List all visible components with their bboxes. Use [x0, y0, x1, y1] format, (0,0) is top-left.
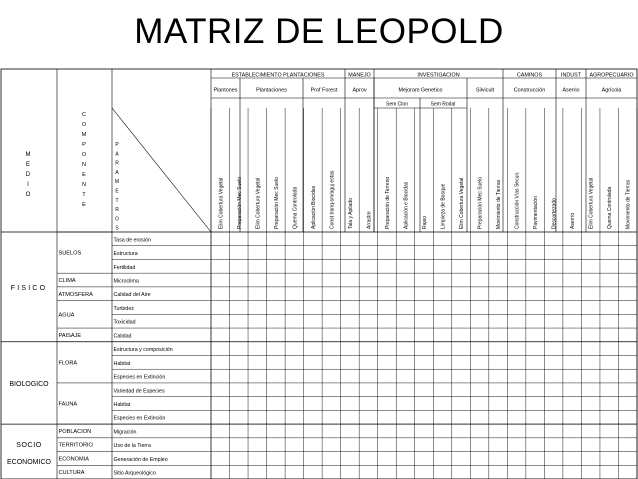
action-label: Movimiento de Tierras [625, 179, 632, 229]
parameter-label: Uso de la Tierra [113, 443, 151, 450]
componente-letter: M [81, 132, 87, 138]
parametros-letter: A [115, 169, 119, 176]
action-label: Quema Controlada [292, 186, 299, 229]
medio-label: ECONOMICO [7, 459, 51, 467]
header-group-label: INVESTIGACION [417, 72, 460, 79]
component-label: CLIMA [58, 278, 76, 285]
header-subgroup-label: Silvicult [475, 87, 495, 94]
medio-letter: M [25, 152, 31, 158]
componente-letter: O [81, 122, 87, 128]
component-label: SUELOS [58, 250, 82, 257]
action-label: Limpieza de Bosque [440, 183, 447, 229]
corner-diagonal [112, 108, 211, 232]
medio-letter: D [25, 172, 31, 178]
parametros-letter: T [115, 197, 119, 204]
medio-label: SOCIO [16, 442, 42, 450]
matrix-frame [1, 69, 637, 479]
action-label: Rajeo [422, 215, 428, 229]
action-label: Tala y Apilado [347, 198, 354, 229]
action-label: Preparación Mec Suelo [477, 177, 484, 229]
medio-letter: O [25, 192, 31, 198]
action-label: Aplicación Biocidas [310, 185, 317, 229]
header-group-label: INDUST [560, 72, 582, 79]
action-label: Preparación Mec Suelo [273, 177, 280, 229]
medio-letter: I [27, 182, 29, 188]
header-subgroup-label: Construcción [513, 87, 546, 94]
medio-label: BIOLOGICO [9, 380, 49, 388]
component-label: CULTURA [58, 470, 85, 477]
component-label: TERRITORIO [58, 442, 93, 449]
componente-letter: C [81, 112, 87, 118]
parameter-label: Toxicidad [113, 319, 136, 326]
header-group-label: AGROPECUARIO [589, 72, 634, 79]
action-label: Elim Cobertura Vegetal [459, 177, 466, 229]
componente-letter: T [82, 192, 86, 198]
parameter-label: Variedad de Especies [113, 388, 165, 395]
parametros-letter: E [115, 188, 119, 195]
parameter-label: Especies en Extinción [113, 374, 166, 381]
parametros-letter: M [114, 179, 120, 186]
header-subgroup-label: Mejoram Genetico [398, 87, 443, 94]
parameter-label: Estructura [113, 251, 138, 258]
parameter-label: Tasa de erosión [113, 237, 151, 244]
parameter-label: Especies en Extinción [113, 415, 166, 422]
action-label: Preparación Mec Suelo [236, 177, 243, 229]
parameter-label: Migración [113, 429, 137, 436]
header-subgroup-label: Agrícola [601, 87, 622, 94]
action-label: Pavimentación [533, 196, 540, 229]
componente-letter: N [81, 182, 87, 188]
component-label: AGUA [58, 312, 75, 319]
header-group-label: MANEJO [348, 72, 371, 79]
component-label: POBLACION [58, 428, 92, 435]
component-label: FLORA [58, 360, 78, 367]
component-label: ATMOSFERA [58, 291, 93, 298]
action-label: Aserrío [570, 212, 577, 229]
medio-label: FISICO [10, 284, 48, 292]
parametros-letter: O [115, 216, 119, 223]
action-label: Descortezado [551, 198, 558, 229]
page-title: MATRIZ DE LEOPOLD [134, 12, 504, 51]
parameter-label: Calidad del Aire [113, 292, 151, 299]
header-group-label: ESTABLECIMIENTO PLANTACIONES [231, 72, 325, 79]
header-subsubgroup-label: Sem Rodal [430, 101, 456, 108]
componente-letter: P [82, 142, 86, 148]
action-label: Aplicación e Biocidas [403, 181, 410, 229]
parameter-label: Generación de Empleo [113, 456, 168, 463]
header-group-label: CAMINOS [516, 72, 543, 79]
componente-letter: E [82, 202, 86, 208]
parameter-label: Calidad [113, 333, 132, 340]
component-label: FAUNA [58, 401, 78, 408]
component-label: PAISAJE [58, 332, 82, 339]
header-subsubgroup-label: Sem Clon [386, 101, 408, 108]
action-label: Construcción Vías Secun. [514, 171, 521, 229]
action-label: Preparación de Terreno [384, 176, 391, 229]
parameter-label: Fertilidad [113, 264, 136, 271]
parameter-label: Microclima [113, 278, 139, 285]
action-label: Elim Cobertura Vegetal [218, 177, 225, 229]
header-subgroup-label: Plantones [213, 87, 238, 94]
component-label: ECONOMIA [58, 456, 89, 463]
action-label: Elim Cobertura Vegetal [588, 177, 595, 229]
header-subgroup-label: Aserrio [562, 87, 580, 94]
action-label: Quema Controlada [607, 186, 614, 229]
action-label: Elim Cobertura Vegetal [255, 177, 262, 229]
header-subgroup-label: Plantaciones [256, 87, 287, 94]
parameter-label: Estructura y composición [113, 347, 173, 354]
componente-letter: E [82, 172, 86, 178]
action-label: Const tranq-sm/aguj estas [329, 170, 336, 229]
parametros-letter: R [115, 207, 119, 214]
parametros-letter: P [115, 142, 119, 148]
parameter-label: Habitat [113, 401, 131, 408]
componente-letter: N [81, 162, 87, 168]
action-label: Movimiento de Tierras [496, 179, 503, 229]
parametros-letter: S [115, 225, 119, 232]
parameter-label: Sitio Arqueológico [113, 470, 156, 477]
action-label: Arrastre [366, 211, 373, 229]
componente-letter: O [81, 152, 87, 158]
header-subgroup-label: Prof Forest [310, 87, 338, 94]
parameter-label: Turbidez [113, 305, 134, 312]
parametros-letter: R [115, 160, 119, 167]
medio-letter: E [25, 162, 31, 168]
header-subgroup-label: Aprov [352, 87, 367, 94]
parametros-letter: A [115, 151, 119, 158]
parameter-label: Habitat [113, 360, 131, 367]
